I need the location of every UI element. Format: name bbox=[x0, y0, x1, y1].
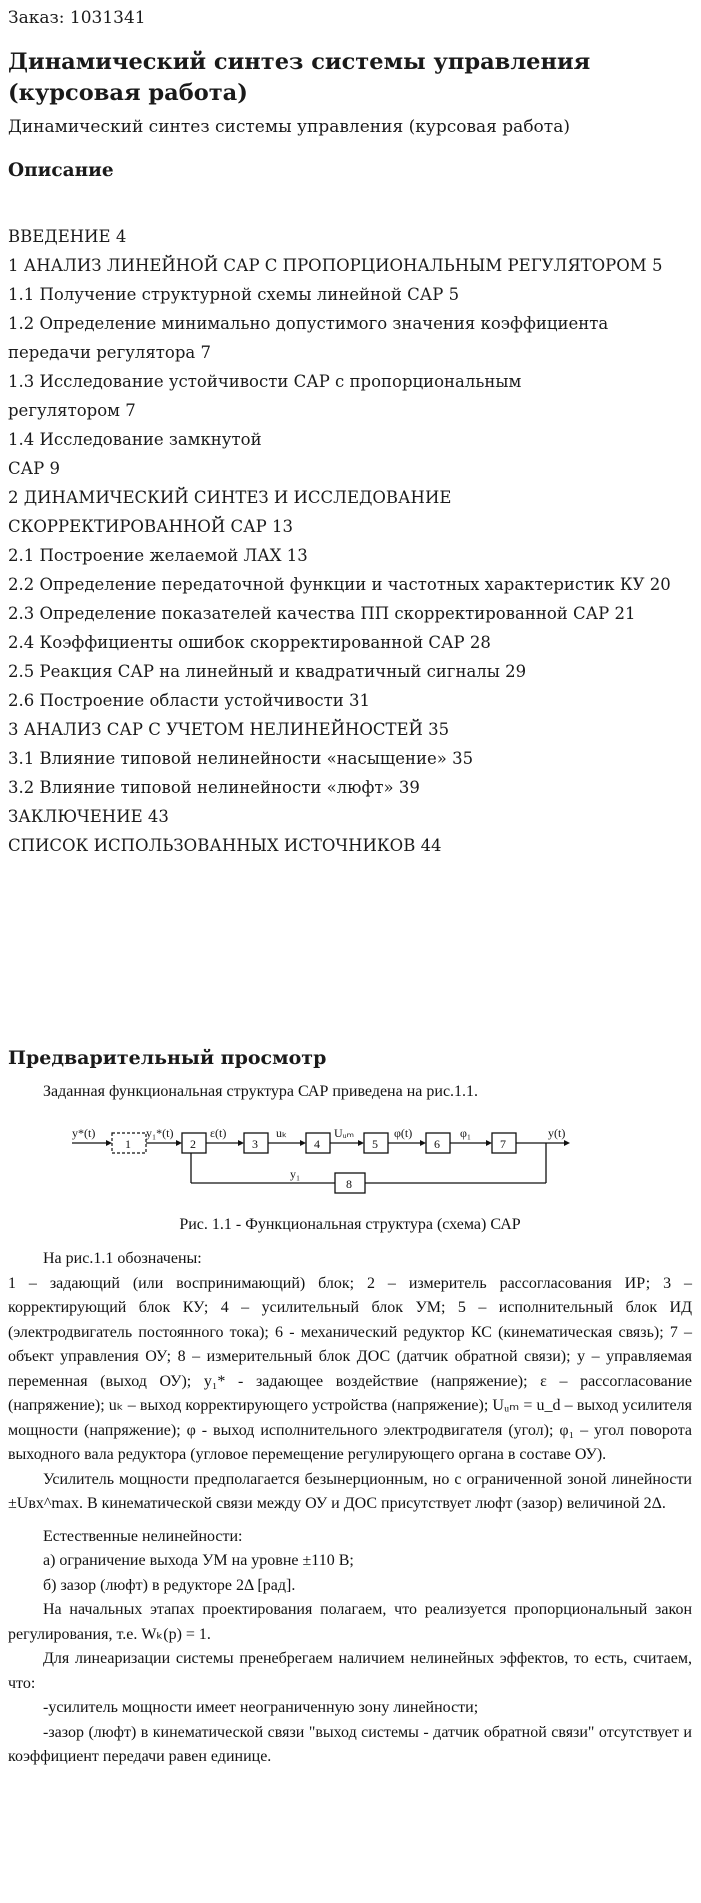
toc-item: 1.3 Исследование устойчивости САР с пропорциональным регулятором 7 bbox=[8, 372, 522, 420]
toc-item: ЗАКЛЮЧЕНИЕ 43 bbox=[8, 807, 169, 826]
block-label: 7 bbox=[500, 1136, 506, 1151]
signal-label: φ₁ bbox=[460, 1125, 472, 1140]
page-subtitle: Динамический синтез системы управления (курсовая работа) bbox=[8, 117, 570, 137]
preview-heading: Предварительный просмотр bbox=[8, 1047, 327, 1069]
arrow-icon bbox=[106, 1140, 112, 1146]
block-label: 2 bbox=[190, 1136, 196, 1151]
signal-label: y₁ bbox=[290, 1166, 301, 1181]
linearization-paragraph: Для линеаризации системы пренебрегаем наличием нелинейных эффектов, то есть, считаем, что: bbox=[8, 1650, 692, 1692]
toc-item: САР 9 bbox=[8, 459, 60, 478]
block-label: 5 bbox=[372, 1136, 378, 1151]
order-number: Заказ: 1031341 bbox=[8, 8, 146, 28]
signal-label: y₁*(t) bbox=[146, 1125, 174, 1140]
functional-structure-diagram bbox=[8, 1115, 692, 1205]
toc-item: 2.1 Построение желаемой ЛАХ 13 bbox=[8, 546, 308, 565]
toc-item: 2.4 Коэффициенты ошибок скорректированной САР 28 bbox=[8, 633, 491, 652]
toc-item: ВВЕДЕНИЕ 4 bbox=[8, 227, 127, 246]
toc-item: 3.1 Влияние типовой нелинейности «насыщение» 35 bbox=[8, 749, 474, 768]
block-label: 1 bbox=[125, 1136, 131, 1151]
notation-paragraph: 1 – задающий (или воспринимающий) блок; 2 – измеритель рассогласования ИР; 3 – корректирующий блок КУ; 4 – усилительный блок УМ; 5 – исполнительный блок ИД (электродвигатель постоянного тока); 6 - механический редуктор КС (кинематическая связь); 7 – объект управления ОУ; 8 – измерительный блок ДОС (датчик обратной связи); y – управляемая переменная (выход ОУ); y₁* - задающее воздействие (напряжение); ε – рассогласование (напряжение); uₖ – выход корректирующего устройства (напряжение); Uᵤₘ = u_d – выход усилителя мощности (напряжение); φ - выход исполнительного электродвигателя (угол); φ₁ – угол поворота выходного вала редуктора (угловое перемещение регулирующего органа в составе ОУ). bbox=[8, 1274, 692, 1463]
notation-intro: На рис.1.1 обозначены: bbox=[43, 1250, 202, 1267]
initial-stage-paragraph: На начальных этапах проектирования полагаем, что реализуется пропорциональный закон регулирования, т.е. Wₖ(p) = 1. bbox=[8, 1601, 692, 1643]
description-heading: Описание bbox=[8, 160, 114, 181]
signal-label: uₖ bbox=[276, 1125, 288, 1140]
nonlinearity-item: б) зазор (люфт) в редукторе 2Δ [рад]. bbox=[43, 1576, 296, 1594]
toc-item: 1 АНАЛИЗ ЛИНЕЙНОЙ САР С ПРОПОРЦИОНАЛЬНЫМ РЕГУЛЯТОРОМ 5 bbox=[8, 256, 663, 275]
intro-paragraph: Заданная функциональная структура САР приведена на рис.1.1. bbox=[43, 1083, 479, 1100]
signal-label: y*(t) bbox=[72, 1125, 96, 1140]
toc-item: 1.4 Исследование замкнутой bbox=[8, 430, 262, 449]
toc-item: 2.5 Реакция САР на линейный и квадратичный сигналы 29 bbox=[8, 662, 527, 681]
toc-item: 3 АНАЛИЗ САР С УЧЕТОМ НЕЛИНЕЙНОСТЕЙ 35 bbox=[8, 720, 450, 739]
block-label: 6 bbox=[434, 1136, 440, 1151]
nonlinearities-heading: Естественные нелинейности: bbox=[43, 1527, 243, 1545]
toc-item: 1.1 Получение структурной схемы линейной САР 5 bbox=[8, 285, 460, 304]
signal-label: y(t) bbox=[548, 1125, 566, 1140]
signal-label: ε(t) bbox=[210, 1125, 227, 1140]
table-of-contents bbox=[8, 222, 698, 860]
toc-item: 2.3 Определение показателей качества ПП скорректированной САР 21 bbox=[8, 604, 636, 623]
block-label: 4 bbox=[314, 1136, 320, 1151]
toc-item: 3.2 Влияние типовой нелинейности «люфт» 39 bbox=[8, 778, 420, 797]
toc-item: СПИСОК ИСПОЛЬЗОВАННЫХ ИСТОЧНИКОВ 44 bbox=[8, 836, 442, 855]
document-preview bbox=[8, 1080, 692, 1770]
page-title: Динамический синтез системы управления (курсовая работа) bbox=[8, 49, 591, 106]
toc-item: 2 ДИНАМИЧЕСКИЙ СИНТЕЗ И ИССЛЕДОВАНИЕ СКОРРЕКТИРОВАННОЙ САР 13 bbox=[8, 488, 452, 536]
toc-item: 1.2 Определение минимально допустимого значения коэффициента передачи регулятора 7 bbox=[8, 314, 609, 362]
toc-item: 2.2 Определение передаточной функции и частотных характеристик КУ 20 bbox=[8, 575, 671, 594]
assumption-item: -зазор (люфт) в кинематической связи "выход системы - датчик обратной связи" отсутствует и коэффициент передачи равен единице. bbox=[8, 1723, 692, 1765]
nonlinearity-item: а) ограничение выхода УМ на уровне ±110 В; bbox=[43, 1552, 354, 1569]
assumption-item: -усилитель мощности имеет неограниченную зону линейности; bbox=[43, 1699, 479, 1716]
block-label: 8 bbox=[346, 1176, 352, 1191]
amplifier-paragraph: Усилитель мощности предполагается безынерционным, но с ограниченной зоной линейности ±Uвх^max. В кинематической связи между ОУ и ДОС присутствует люфт (зазор) величиной 2Δ. bbox=[8, 1470, 692, 1512]
signal-label: φ(t) bbox=[394, 1125, 413, 1140]
signal-label: Uᵤₘ bbox=[334, 1125, 355, 1140]
toc-item: 2.6 Построение области устойчивости 31 bbox=[8, 691, 370, 710]
figure-caption: Рис. 1.1 - Функциональная структура (схема) САР bbox=[179, 1215, 521, 1233]
block-label: 3 bbox=[252, 1136, 258, 1151]
